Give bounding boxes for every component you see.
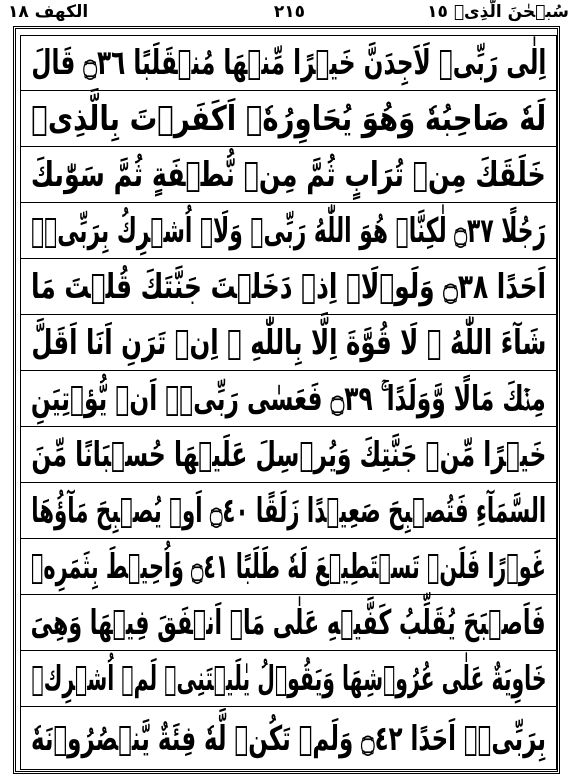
text-line-10 xyxy=(20,539,557,595)
line-text: اِلٰی رَبِّیۡ لَاَجِدَنَّ خَیۡرًا مِّنۡهَا مُنۡقَلَبًا ۝٣٦ قَالَ xyxy=(31,43,547,83)
text-line-13 xyxy=(20,707,557,770)
text-line-1 xyxy=(20,35,557,91)
line-text: رَجُلًا ۝٣٧ لٰكِنَّا۠ هُوَ اللّٰهُ رَبِّیۡ وَلَاۤ اُشۡرِكُ بِرَبِّیۡۤ xyxy=(31,211,546,251)
surah-name: الكهف ١٨ xyxy=(8,2,89,22)
line-text: خَلَقَكَ مِنۡ تُرَابٍ ثُمَّ مِنۡ نُّطۡفَةٍ ثُمَّ سَوّٰىكَ xyxy=(31,154,546,195)
text-line-8 xyxy=(20,427,557,483)
line-text: فَاَصۡبَحَ یُقَلِّبُ كَفَّیۡهِ عَلٰی مَاۤ اَنۡفَقَ فِیۡهَا وَهِیَ xyxy=(31,602,546,643)
line-text: بِرَبِّیۡۤ اَحَدًا ۝٤٢ وَلَمۡ تَكُنۡ لَّهٗ فِئَةٌ یَّنۡصُرُوۡنَهٗ xyxy=(30,719,546,759)
line-text: غَوۡرًا فَلَنۡ تَسۡتَطِیۡعَ لَهٗ طَلَبًا ۝٤١ وَاُحِیۡطَ بِثَمَرِهٖ xyxy=(30,547,546,587)
line-text: شَآءَ اللّٰهُ ۙ لَا قُوَّةَ اِلَّا بِاللّٰهِ ۚ اِنۡ تَرَنِ اَنَا اَقَلَّ xyxy=(31,322,546,363)
line-text: لَهٗ صَاحِبُهٗ وَهُوَ یُحَاوِرُهٗۤ اَكَفَرۡتَ بِالَّذِیۡ xyxy=(31,98,546,139)
line-text: اَحَدًا ۝٣٨ وَلَوۡلَاۤ اِذۡ دَخَلۡتَ جَنَّتَكَ قُلۡتَ مَا xyxy=(30,267,546,307)
text-line-4 xyxy=(20,203,557,259)
text-line-3 xyxy=(20,147,557,203)
text-line-7 xyxy=(20,371,557,427)
text-line-5 xyxy=(20,259,557,315)
line-text: خَیۡرًا مِّنۡ جَنَّتِكَ وَیُرۡسِلَ عَلَیۡهَا حُسۡبَانًا مِّنَ xyxy=(30,434,546,475)
juz-name: سُبۡحٰنَ الَّذِیۡ ١٥ xyxy=(427,2,569,22)
page-header xyxy=(0,0,579,26)
text-line-11 xyxy=(20,595,557,651)
line-text: خَاوِیَةٌ عَلٰی عُرُوۡشِهَا وَیَقُوۡلُ یٰلَیۡتَنِیۡ لَمۡ اُشۡرِكۡ xyxy=(31,658,546,699)
line-text: مِنۡكَ مَالًا وَّوَلَدًا ۚ ۝٣٩ فَعَسٰی رَبِّیۡۤ اَنۡ یُّؤۡتِیَنِ xyxy=(30,379,546,419)
text-line-6 xyxy=(20,315,557,371)
line-text: السَّمَآءِ فَتُصۡبِحَ صَعِیۡدًا زَلَقًا ۝٤٠ اَوۡ یُصۡبِحَ مَآؤُهَا xyxy=(31,491,546,531)
page-number: ٢١٥ xyxy=(273,2,306,22)
text-line-9 xyxy=(20,483,557,539)
text-line-2 xyxy=(20,91,557,147)
text-line-12 xyxy=(20,651,557,707)
